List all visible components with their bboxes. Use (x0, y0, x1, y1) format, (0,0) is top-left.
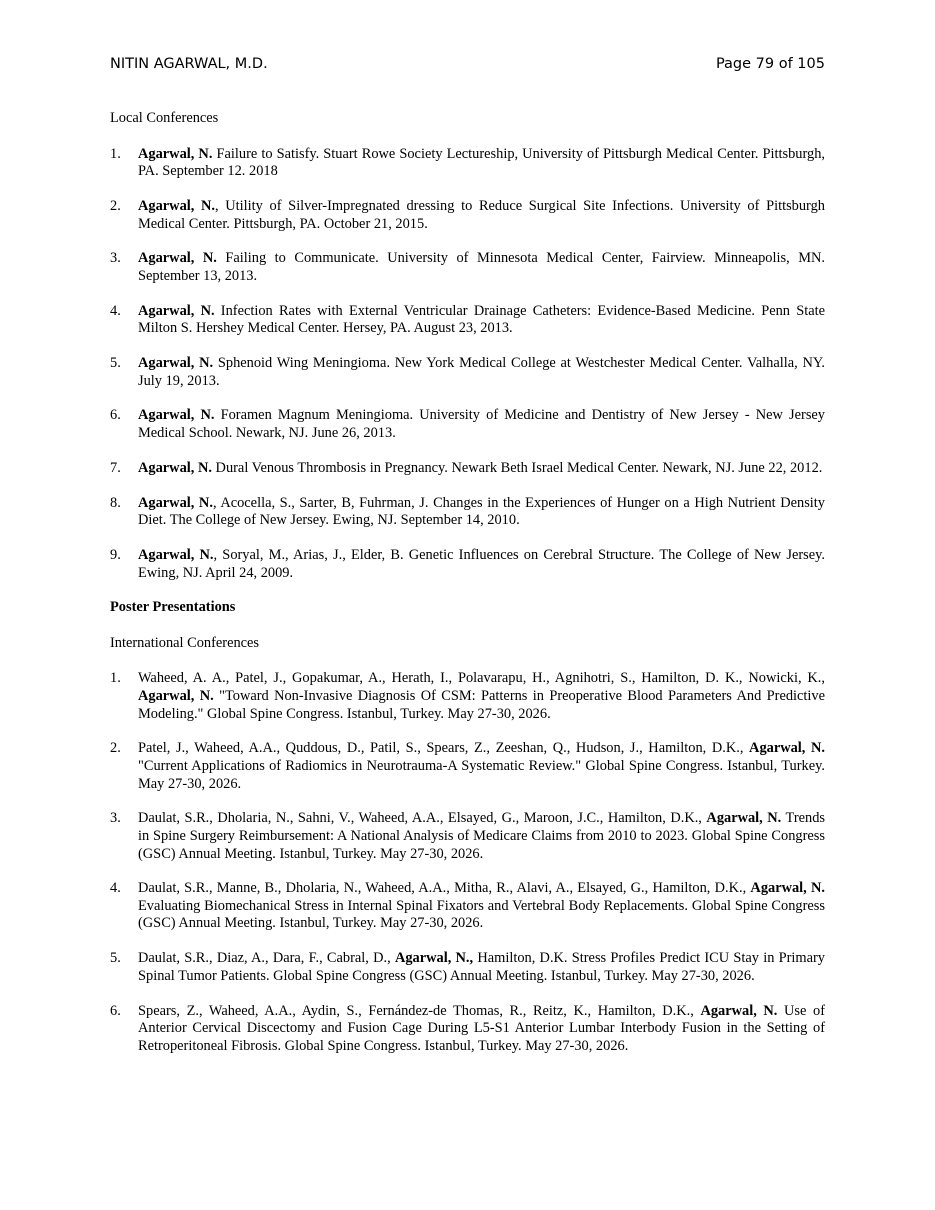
reference-number: 7. (110, 459, 121, 476)
author-name: NITIN AGARWAL, M.D. (110, 56, 268, 72)
reference-text: Patel, J., Waheed, A.A., Quddous, D., Patil, S., Spears, Z., Zeeshan, Q., Hudson, J., Hamilton, D.K., (138, 740, 750, 757)
reference-number: 1. (110, 670, 121, 687)
reference-item (110, 547, 825, 582)
reference-item (110, 250, 825, 285)
reference-number: 9. (110, 547, 121, 563)
reference-item (110, 950, 825, 985)
section-heading: Poster Presentations (110, 599, 236, 616)
reference-number: 4. (110, 302, 121, 319)
reference-number: 1. (110, 145, 121, 162)
reference-list (110, 670, 825, 1055)
reference-text: Dural Venous Thrombosis in Pregnancy. Newark Beth Israel Medical Center. Newark, NJ. June 22, 2012. (211, 459, 823, 476)
reference-text: "Current Applications of Radiomics in Neurotrauma-A Systematic Review." Global Spine Congress. Istanbul, Turkey. May 27-30, 2026. (138, 757, 825, 792)
reference-item (110, 407, 825, 442)
reference-text: Trends in Spine Surgery Reimbursement: A National Analysis of Medicare Claims from 2010 to 2023. Global Spine Congress (GSC) Annual Meeting. Istanbul, Turkey. May 27-30, 2026. (138, 810, 825, 862)
reference-item (110, 355, 825, 390)
reference-text: Use of Anterior Cervical Discectomy and Fusion Cage During L5-S1 Anterior Lumbar Interbody Fusion in the Setting of Retroperitoneal Fibrosis. Global Spine Congress. Istanbul, Turkey. May 27-30, 2026. (138, 1002, 825, 1054)
author-highlight: Agarwal, N. (138, 145, 213, 162)
reference-text: Daulat, S.R., Manne, B., Dholaria, N., Waheed, A.A., Mitha, R., Alavi, A., Elsayed, G., Hamilton, D.K., (138, 880, 751, 897)
author-highlight: Agarwal, N. (138, 459, 212, 476)
reference-item (110, 670, 825, 723)
author-highlight: Agarwal, N. (138, 687, 214, 704)
reference-item (110, 740, 825, 793)
reference-item (110, 810, 825, 863)
author-highlight: Agarwal, N. (138, 250, 217, 267)
reference-text: Failing to Communicate. University of Minnesota Medical Center, Fairview. Minneapolis, MN. September 13, 2013. (138, 250, 825, 284)
reference-text: Hamilton, D.K. Stress Profiles Predict ICU Stay in Primary Spinal Tumor Patients. Global Spine Congress (GSC) Annual Meeting. Istanbul, Turkey. May 27-30, 2026. (138, 950, 825, 984)
reference-item (110, 1003, 825, 1056)
reference-number: 6. (110, 1002, 121, 1019)
reference-text: , Soryal, M., Arias, J., Elder, B. Genetic Influences on Cerebral Structure. The College of New Jersey. Ewing, NJ. April 24, 2009. (138, 547, 825, 581)
author-highlight: Agarwal, N. (138, 494, 213, 511)
reference-number: 8. (110, 494, 121, 511)
author-highlight: Agarwal, N. (138, 407, 215, 424)
reference-text: "Toward Non-Invasive Diagnosis Of CSM: Patterns in Preoperative Blood Parameters And Predictive Modeling." Global Spine Congress. Istanbul, Turkey. May 27-30, 2026. (138, 687, 825, 722)
reference-number: 4. (110, 880, 121, 897)
reference-number: 3. (110, 250, 121, 267)
author-highlight: Agarwal, N. (749, 740, 825, 757)
author-highlight: Agarwal, N. (138, 547, 214, 563)
author-highlight: Agarwal, N. (706, 810, 782, 827)
reference-item (110, 303, 825, 338)
reference-text: , Utility of Silver-Impregnated dressing to Reduce Surgical Site Infections. University of Pittsburgh Medical Center. Pittsburgh, PA. October 21, 2015. (138, 197, 825, 232)
author-highlight: Agarwal, N. (750, 880, 825, 897)
reference-text: Waheed, A. A., Patel, J., Gopakumar, A., Herath, I., Polavarapu, H., Agnihotri, S., Hamilton, D. K., Nowicki, K., (138, 670, 825, 687)
section-heading: International Conferences (110, 634, 260, 651)
author-highlight: Agarwal, N., (394, 950, 474, 967)
author-highlight: Agarwal, N. (138, 302, 215, 319)
reference-item (110, 880, 825, 933)
reference-number: 3. (110, 810, 121, 827)
page-number: Page 79 of 105 (715, 56, 825, 72)
reference-text: Failure to Satisfy. Stuart Rowe Society Lectureship, University of Pittsburgh Medical Center. Pittsburgh, PA. September 12. 2018 (138, 145, 825, 180)
reference-item (110, 198, 825, 233)
reference-item (110, 495, 825, 530)
reference-number: 6. (110, 407, 121, 424)
document-body (110, 110, 825, 1072)
reference-number: 5. (110, 950, 121, 967)
reference-item (110, 460, 825, 478)
reference-text: Sphenoid Wing Meningioma. New York Medical College at Westchester Medical Center. Valhalla, NY. July 19, 2013. (138, 355, 825, 389)
reference-text: Spears, Z., Waheed, A.A., Aydin, S., Fernández-de Thomas, R., Reitz, K., Hamilton, D.K., (138, 1002, 701, 1019)
reference-text: Daulat, S.R., Dholaria, N., Sahni, V., Waheed, A.A., Elsayed, G., Maroon, J.C., Hamilton, D.K., (138, 810, 707, 827)
reference-number: 5. (110, 355, 121, 372)
reference-list (110, 146, 825, 583)
reference-text: , Acocella, S., Sarter, B, Fuhrman, J. Changes in the Experiences of Hunger on a High Nutrient Density Diet. The College of New Jersey. Ewing, NJ. September 14, 2010. (138, 494, 825, 529)
author-highlight: Agarwal, N. (138, 197, 216, 214)
author-highlight: Agarwal, N. (138, 355, 214, 372)
author-highlight: Agarwal, N. (700, 1002, 778, 1019)
reference-text: Daulat, S.R., Diaz, A., Dara, F., Cabral, D., (138, 950, 395, 967)
reference-text: Infection Rates with External Ventricular Drainage Catheters: Evidence-Based Medicine. Penn State Milton S. Hershey Medical Center. Hersey, PA. August 23, 2013. (138, 302, 825, 337)
section-heading: Local Conferences (110, 110, 219, 126)
reference-number: 2. (110, 197, 121, 214)
reference-number: 2. (110, 740, 121, 757)
reference-item (110, 146, 825, 181)
reference-text: Evaluating Biomechanical Stress in Internal Spinal Fixators and Vertebral Body Replacements. Global Spine Congress (GSC) Annual Meeting. Istanbul, Turkey. May 27-30, 2026. (138, 897, 825, 932)
reference-text: Foramen Magnum Meningioma. University of Medicine and Dentistry of New Jersey - New Jersey Medical School. Newark, NJ. June 26, 2013. (138, 407, 825, 442)
